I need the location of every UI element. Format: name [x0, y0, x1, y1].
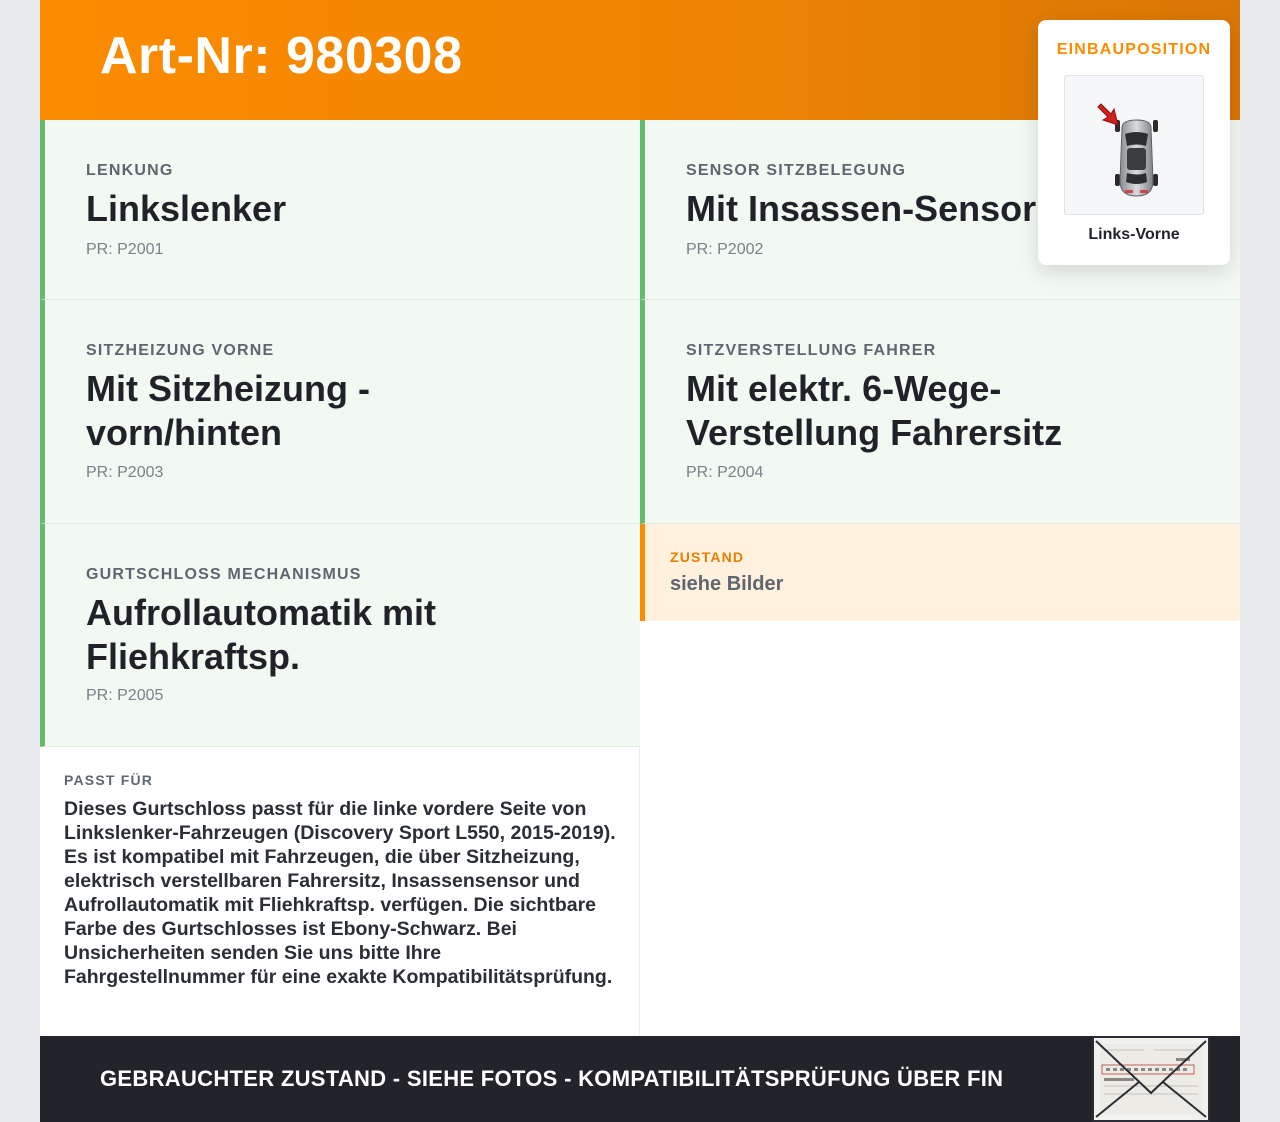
compatibility-text: Dieses Gurtschloss passt für die linke vordere Seite von Linkslenker-Fahrzeugen (Discovery Sport L550, 2015-2019). Es ist kompatibel mit Fahrzeugen, die über Sitzheizung, elektrisch verstellbaren Fahrersitz, Insassensensor und Aufrollautomatik mit Fliehkraftsp. verfügen. Die sichtbare Farbe des Gurtschlosses ist Ebony-Schwarz. Bei Unsicherheiten senden Sie uns bitte Ihre Fahrgestellnummer für eine exakte Kompatibilitätsprüfung. — [64, 798, 616, 988]
zustand-label: ZUSTAND — [670, 549, 745, 565]
spec-value: Mit elektr. 6-Wege-Verstellung Fahrersitz — [686, 368, 1063, 453]
spec-label: SITZVERSTELLUNG FAHRER — [686, 342, 937, 359]
compatibility-section — [40, 747, 640, 1036]
spec-pr-code: PR: P2001 — [86, 241, 164, 258]
einbauposition-card — [1038, 20, 1230, 265]
spec-label: LENKUNG — [86, 162, 174, 179]
zustand-box — [640, 524, 1240, 621]
footer-text: GEBRAUCHTER ZUSTAND - SIEHE FOTOS - KOMPATIBILITÄTSPRÜFUNG ÜBER FIN — [100, 1066, 1004, 1091]
spec-pr-code: PR: P2003 — [86, 464, 164, 481]
spec-gurtschloss — [40, 524, 640, 747]
spec-value: Mit Insassen-Sensor — [686, 188, 1037, 229]
spec-sitzheizung — [40, 300, 640, 524]
spec-label: SITZHEIZUNG VORNE — [86, 342, 275, 359]
article-number-title: Art-Nr: 980308 — [100, 27, 463, 85]
footer-bar — [40, 1036, 1240, 1122]
spec-value: Linkslenker — [86, 188, 287, 229]
spec-pr-code: PR: P2004 — [686, 464, 764, 481]
spec-label: SENSOR SITZBELEGUNG — [686, 162, 907, 179]
spec-value: Aufrollautomatik mit Fliehkraftsp. — [86, 592, 437, 677]
product-sheet — [40, 0, 1240, 1122]
spec-pr-code: PR: P2002 — [686, 241, 764, 258]
compatibility-label: PASST FÜR — [64, 772, 154, 788]
spec-value: Mit Sitzheizung - vorn/hinten — [86, 368, 370, 453]
spec-sitzverstellung — [640, 300, 1240, 524]
spec-pr-code: PR: P2005 — [86, 687, 164, 704]
envelope-document-icon[interactable] — [1092, 1036, 1210, 1122]
car-top-view-icon — [1064, 75, 1204, 215]
spec-lenkung — [40, 120, 640, 300]
einbauposition-label: EINBAUPOSITION — [1056, 41, 1212, 58]
einbauposition-value: Links-Vorne — [1088, 226, 1180, 243]
spec-label: GURTSCHLOSS MECHANISMUS — [86, 566, 362, 583]
zustand-value: siehe Bilder — [670, 573, 784, 595]
